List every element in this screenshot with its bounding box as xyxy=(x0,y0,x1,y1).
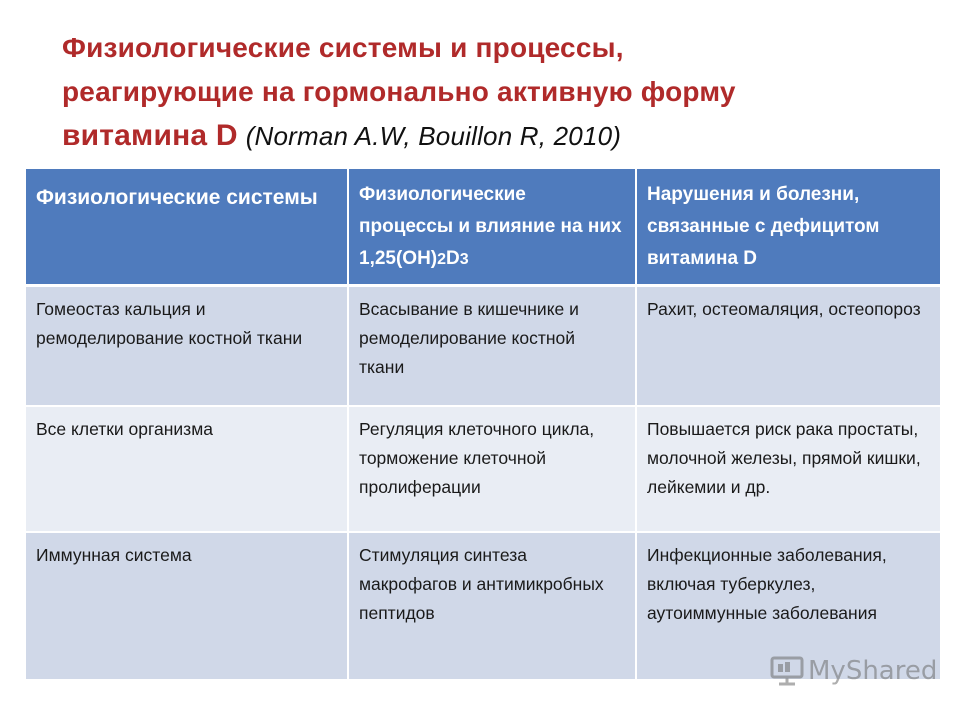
header-processes-sub1: 2 xyxy=(437,251,447,268)
slide-title xyxy=(62,26,922,158)
cell-process: Регуляция клеточного цикла, торможение клеточной пролиферации xyxy=(348,406,636,532)
header-disorders: Нарушения и болезни, связанные с дефицитом витамина D xyxy=(636,169,940,286)
title-line-3 xyxy=(62,114,922,158)
title-line-1: Физиологические системы и процессы, xyxy=(62,32,624,63)
table-row xyxy=(26,532,940,680)
header-systems: Физиологические системы xyxy=(26,169,348,286)
table-header-row xyxy=(26,169,940,286)
table-row xyxy=(26,406,940,532)
cell-disorders: Инфекционные заболевания, включая туберкулез, аутоиммунные заболевания xyxy=(636,532,940,680)
cell-disorders: Рахит, остеомаляция, остеопороз xyxy=(636,286,940,406)
header-processes-text: Физиологические процессы и влияние на них 1,25(OH) xyxy=(359,184,622,269)
vitamin-d-table xyxy=(26,169,940,681)
cell-system: Иммунная система xyxy=(26,532,348,680)
title-citation: (Norman A.W, Bouillon R, 2010) xyxy=(245,121,622,151)
cell-process: Всасывание в кишечнике и ремоделирование костной ткани xyxy=(348,286,636,406)
cell-process: Стимуляция синтеза макрофагов и антимикробных пептидов xyxy=(348,532,636,680)
title-line-2: реагирующие на гормонально активную форму xyxy=(62,76,736,107)
cell-system: Гомеостаз кальция и ремоделирование костной ткани xyxy=(26,286,348,406)
cell-system: Все клетки организма xyxy=(26,406,348,532)
watermark-text: MyShared xyxy=(808,656,938,686)
cell-disorders: Повышается риск рака простаты, молочной железы, прямой кишки, лейкемии и др. xyxy=(636,406,940,532)
table-row xyxy=(26,286,940,406)
header-processes xyxy=(348,169,636,286)
header-processes-d: D xyxy=(446,248,460,269)
header-processes-sub2: 3 xyxy=(459,251,469,268)
title-line-3-main: витамина D xyxy=(62,119,238,152)
